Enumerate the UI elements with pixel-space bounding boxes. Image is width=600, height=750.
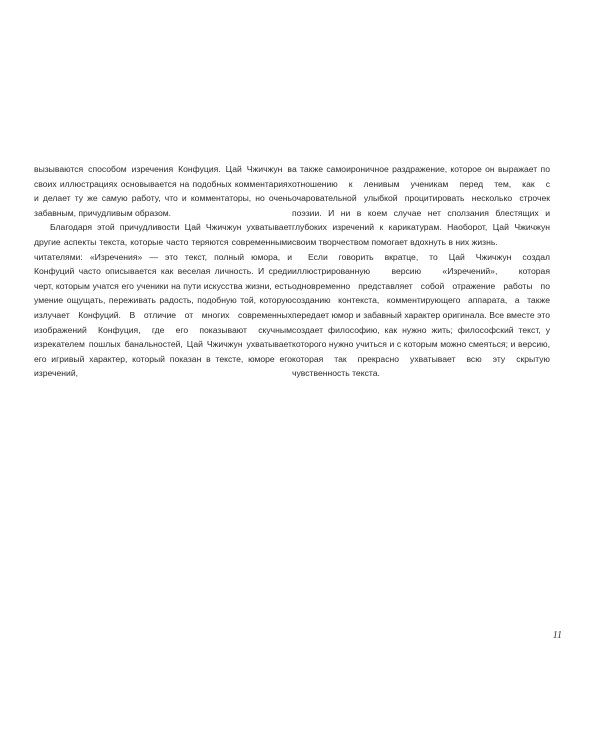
paragraph-right-2: Если говорить вкратце, то Цай Чжичжун создал иллюстрированную версию «Изречений», которая одновременно представляет собой отражение работы по созданию контекста, комментирующего аппарата, а также передает юмор и забавный характер оригинала. Все вместе это создает философию, как нужно жить; философский текст, у которого нужно учиться и с которым можно смеяться; и версию, которая так прекрасно ухватывает всю эту скрытую чувственность текста. (292, 251, 550, 379)
page-number: 11 (552, 630, 562, 641)
text-column-left (34, 162, 292, 381)
paragraph-right-1: а также самоироничное раздражение, которое он выражает по отношению к ленивым ученикам перед тем, как с очаровательной улыбкой процитировать несколько строчек поэзии. И ни в коем случае нет сползания блестящих и глубоких изречений к карикатурам. Наоборот, Цай Чжичжун своим творчеством помогает вдохнуть в них жизнь. (292, 164, 550, 247)
text-column-right (292, 162, 550, 381)
paragraph-left-1: вызываются способом изречения Конфуция. Цай Чжичжун в своих иллюстрациях основывается на подобных комментариях и делает ту же самую работу, что и комментаторы, но очень забавным, причудливым образом. (34, 164, 292, 218)
paragraph-left-2: Благодаря этой причудливости Цай Чжичжун ухватывает другие аспекты текста, которые часто теряются современными читателями: «Изречения» — это текст, полный юмора, и Конфуций часто описывается как веселая личность. И среди черт, которым учатся его ученики на пути искусства жизни, есть умение ощущать, переживать радость, подобную той, которую излучает Конфуций. В отличие от многих современных изображений Конфуция, где его показывают скучным изрекателем пошлых банальностей, Цай Чжичжун ухватывает его игривый характер, который показан в тексте, юморе его изречений, (34, 222, 292, 379)
